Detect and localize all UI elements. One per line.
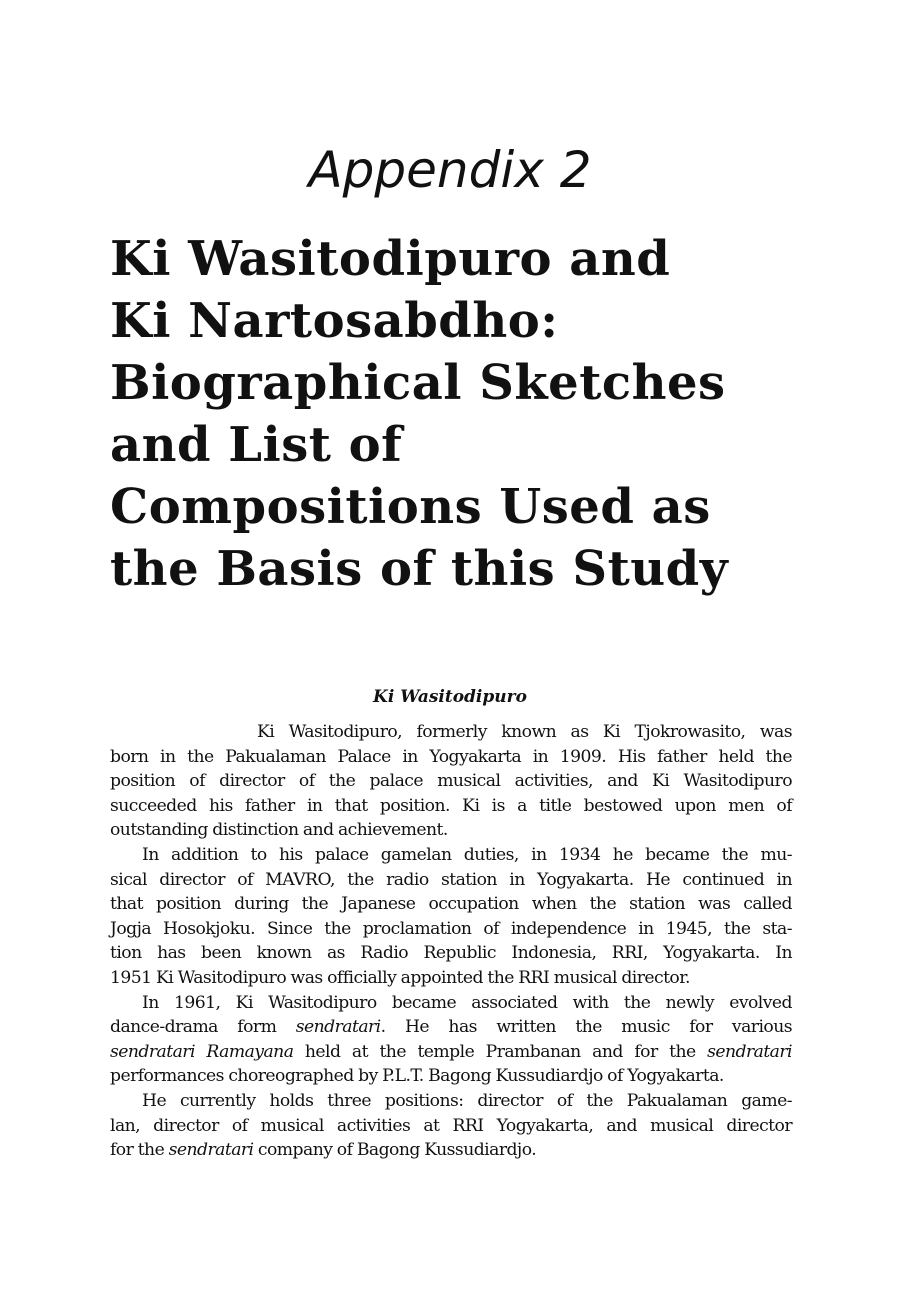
chapter-title-line: Ki Wasitodipuro and: [110, 231, 671, 287]
section-heading: Ki Wasitodipuro: [373, 687, 527, 707]
text-line: [110, 1040, 792, 1065]
text-line: In addition to his palace gamelan duties, in 1934 he became the mu-: [142, 844, 792, 865]
italic-term: sendratari Ramayana: [110, 1041, 294, 1062]
text-line: In 1961, Ki Wasitodipuro became associated with the newly evolved: [142, 992, 792, 1013]
text-line: that position during the Japanese occupation when the station was called: [110, 894, 792, 915]
text-line: succeeded his father in that position. Ki is a title bestowed upon men of: [110, 795, 792, 816]
text-line: performances choreographed by P.L.T. Bagong Kussudiardjo of Yogyakarta.: [110, 1066, 724, 1087]
paragraph: [110, 1089, 792, 1163]
italic-term: sendratari: [295, 1017, 381, 1038]
appendix-label: Appendix 2: [308, 141, 592, 199]
text-line: tion has been known as Radio Republic Indonesia, RRI, Yogyakarta. In: [110, 943, 792, 964]
chapter-title-line: Biographical Sketches: [110, 355, 726, 411]
text-line: [110, 1138, 792, 1163]
text-line: lan, director of musical activities at RRI Yogyakarta, and musical director: [110, 1115, 792, 1136]
text-line: 1951 Ki Wasitodipuro was officially appointed the RRI musical director.: [110, 967, 690, 988]
chapter-title-line: Ki Nartosabdho:: [110, 293, 559, 349]
paragraph: [110, 843, 792, 991]
text-line: He currently holds three positions: director of the Pakualaman game-: [142, 1090, 792, 1111]
text-line: Jogja Hosokjoku. Since the proclamation of independence in 1945, the sta-: [110, 918, 792, 939]
italic-term: sendratari: [168, 1140, 254, 1161]
text-line: position of director of the palace musical activities, and Ki Wasitodipuro: [110, 771, 792, 792]
chapter-title-line: Compositions Used as: [110, 479, 711, 535]
chapter-title: [110, 228, 800, 600]
text-line: born in the Pakualaman Palace in Yogyakarta in 1909. His father held the: [110, 746, 792, 767]
text-run: . He has written the music for various: [380, 1017, 792, 1038]
chapter-title-line: and List of: [110, 417, 403, 473]
text-run: company of Bagong Kussudiardjo.: [253, 1140, 537, 1161]
italic-term: sendratari: [707, 1041, 792, 1062]
text-run: held at the temple Prambanan and for the: [293, 1041, 708, 1062]
text-run: dance-drama form: [110, 1017, 296, 1038]
text-line: outstanding distinction and achievement.: [110, 820, 448, 841]
chapter-title-line: the Basis of this Study: [110, 541, 729, 597]
text-line: Ki Wasitodipuro, formerly known as Ki Tjokrowasito, was: [257, 722, 792, 742]
text-line: [110, 1015, 792, 1040]
body-text: [110, 720, 792, 1163]
paragraph: [110, 720, 792, 843]
text-line: sical director of MAVRO, the radio station in Yogyakarta. He continued in: [110, 869, 792, 890]
paragraph: [110, 991, 792, 1089]
text-run: for the: [110, 1140, 169, 1161]
